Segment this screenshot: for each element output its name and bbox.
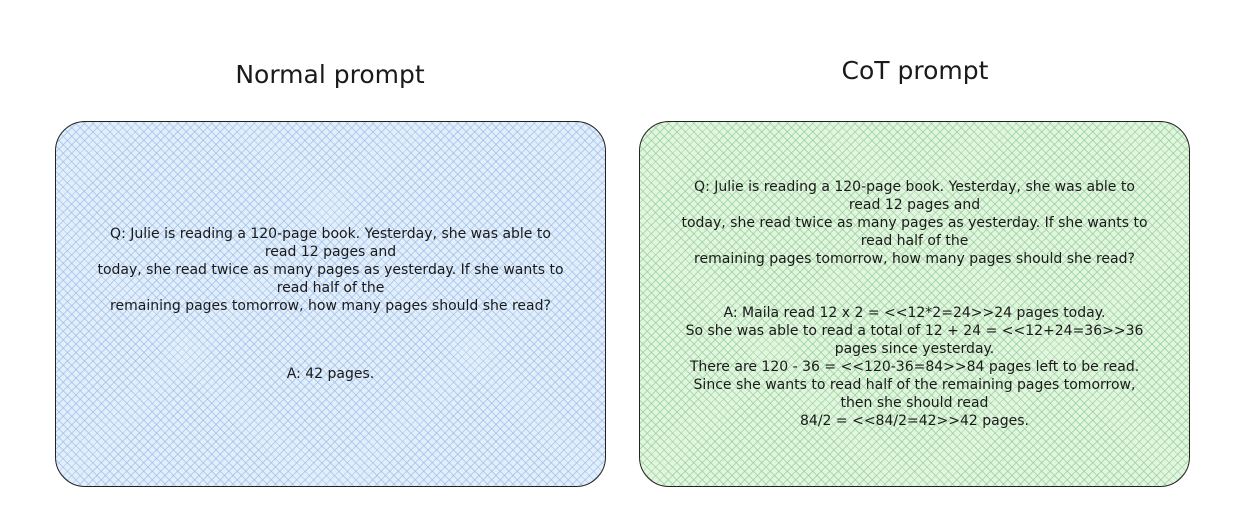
answer-line: So she was able to read a total of 12 + 24 = <<12+24=36>>36 <box>685 323 1144 339</box>
normal-question <box>81 225 581 315</box>
cot-prompt-title: CoT prompt <box>841 56 989 85</box>
answer-line: Since she wants to read half of the remaining pages tomorrow, <box>693 377 1136 393</box>
cot-question <box>665 178 1165 268</box>
answer-line: pages since yesterday. <box>834 341 995 357</box>
answer-line: A: Maila read 12 x 2 = <<12*2=24>>24 pages today. <box>723 305 1106 321</box>
question-line: read 12 pages and <box>848 197 981 213</box>
answer-line: There are 120 - 36 = <<120-36=84>>84 pages left to be read. <box>689 359 1140 375</box>
cot-answer <box>665 304 1165 430</box>
cot-prompt-box <box>639 121 1190 487</box>
normal-prompt-title: Normal prompt <box>235 60 425 89</box>
question-line: today, she read twice as many pages as yesterday. If she wants to <box>97 262 564 278</box>
answer-line: 84/2 = <<84/2=42>>42 pages. <box>800 413 1029 429</box>
question-line: remaining pages tomorrow, how many pages should she read? <box>110 298 551 314</box>
question-line: Q: Julie is reading a 120-page book. Yesterday, she was able to <box>694 179 1135 195</box>
question-line: read half of the <box>860 233 969 249</box>
question-line: Q: Julie is reading a 120-page book. Yesterday, she was able to <box>110 226 551 242</box>
normal-prompt-box <box>55 121 606 487</box>
question-line: today, she read twice as many pages as yesterday. If she wants to <box>681 215 1148 231</box>
normal-answer <box>81 365 581 383</box>
question-line: read half of the <box>276 280 385 296</box>
answer-line: A: 42 pages. <box>286 366 375 382</box>
answer-line: then she should read <box>840 395 989 411</box>
question-line: read 12 pages and <box>264 244 397 260</box>
question-line: remaining pages tomorrow, how many pages should she read? <box>694 251 1135 267</box>
